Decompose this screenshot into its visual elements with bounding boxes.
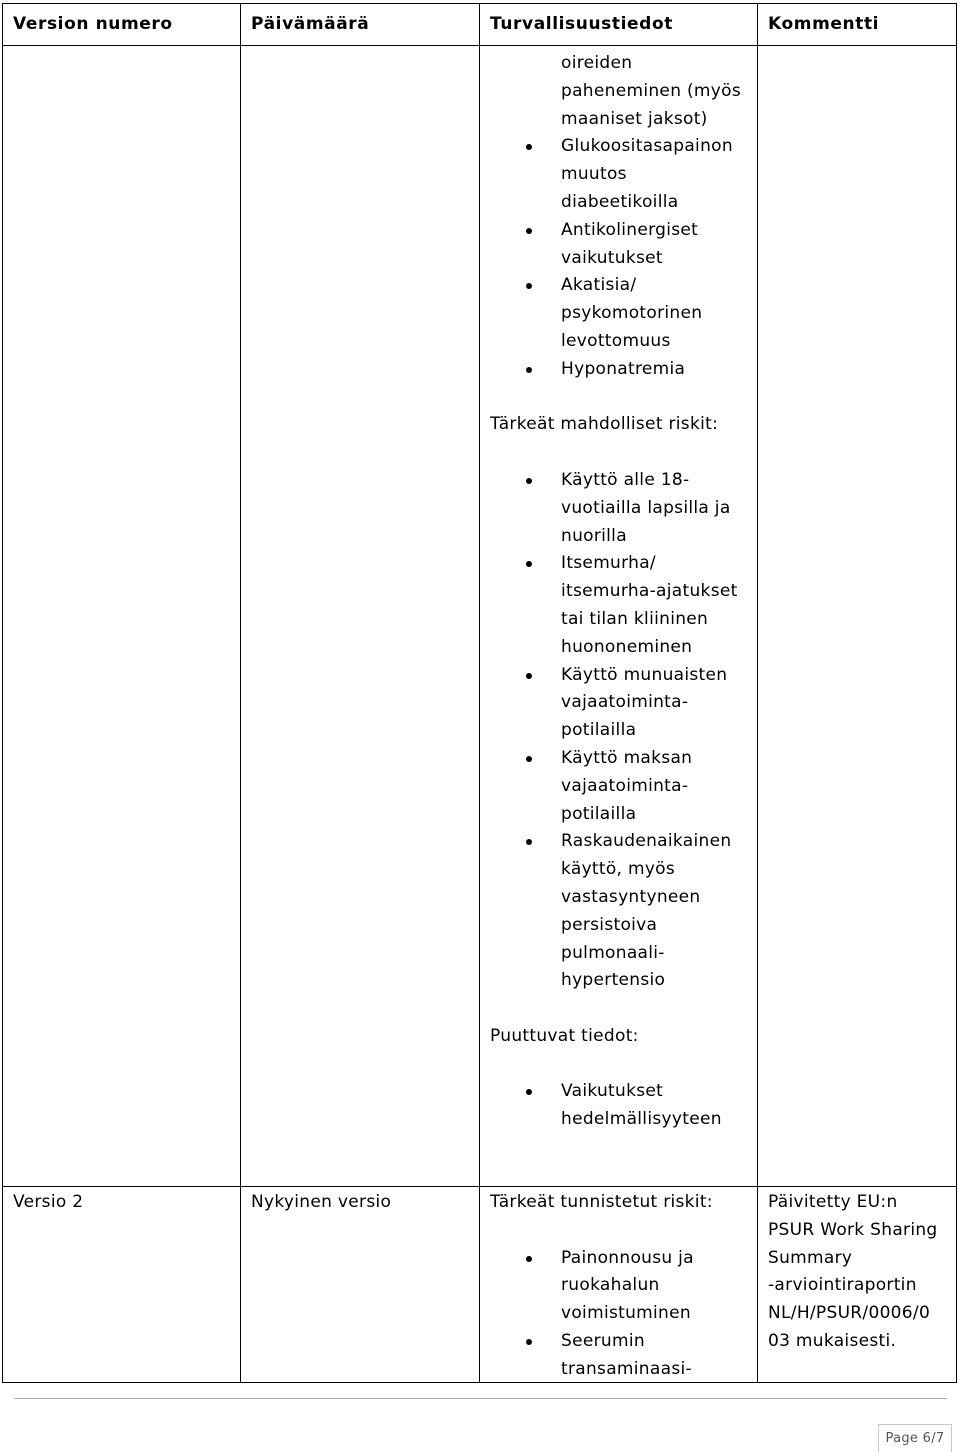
col-border-right xyxy=(956,3,957,1383)
list-item: Painonnousu ja ruokahalun voimistuminen xyxy=(490,1245,713,1328)
row2-safety-cell xyxy=(490,1189,713,1384)
list-item: Käyttö alle 18- vuotiailla lapsilla ja nuorilla xyxy=(490,467,741,550)
comment-line: -arviointiraportin xyxy=(768,1275,917,1296)
col-divider-1 xyxy=(240,3,241,1383)
list-item: Itsemurha/ itsemurha-ajatukset tai tilan kliininen huononeminen xyxy=(490,550,741,661)
page-number: Page 6/7 xyxy=(878,1424,952,1452)
list-item: Käyttö maksan vajaatoiminta- potilailla xyxy=(490,745,741,828)
header-comment: Kommentti xyxy=(768,14,880,34)
header-version-number: Version numero xyxy=(13,14,173,34)
col-border-left xyxy=(2,3,3,1383)
col-divider-3 xyxy=(757,3,758,1383)
footer-divider xyxy=(14,1398,947,1399)
row1-safety-cell xyxy=(490,50,741,1134)
row2-version: Versio 2 xyxy=(13,1192,84,1212)
list-item: Glukoositasapainon muutos diabeetikoilla xyxy=(490,133,741,216)
comment-line: Summary xyxy=(768,1247,853,1268)
row2-comment-cell xyxy=(768,1189,938,1356)
col-divider-2 xyxy=(479,3,480,1383)
row2-date: Nykyinen versio xyxy=(251,1192,392,1212)
continued-text-line: maaniset jaksot) xyxy=(561,108,708,129)
missing-info-heading: Puuttuvat tiedot: xyxy=(490,1025,639,1046)
potential-risks-heading: Tärkeät mahdolliset riskit: xyxy=(490,414,719,435)
comment-line: Päivitetty EU:n xyxy=(768,1192,898,1212)
list-item: Raskaudenaikainen käyttö, myös vastasyntyneen persistoiva pulmonaali- hypertensio xyxy=(490,828,741,995)
continued-text-line: paheneminen (myös xyxy=(561,80,741,101)
comment-line: PSUR Work Sharing xyxy=(768,1219,938,1240)
list-item: Vaikutukset hedelmällisyyteen xyxy=(490,1078,741,1134)
comment-line: 03 mukaisesti. xyxy=(768,1330,897,1351)
list-item: Hyponatremia xyxy=(490,356,741,384)
identified-risks-heading: Tärkeät tunnistetut riskit: xyxy=(490,1192,713,1212)
safety-table xyxy=(2,3,957,1383)
comment-line: NL/H/PSUR/0006/0 xyxy=(768,1303,931,1324)
header-safety-info: Turvallisuustiedot xyxy=(490,14,673,34)
header-date: Päivämäärä xyxy=(251,14,370,34)
continued-text-line: oireiden xyxy=(561,53,633,73)
list-item: Akatisia/ psykomotorinen levottomuus xyxy=(490,272,741,355)
list-item: Antikolinergiset vaikutukset xyxy=(490,217,741,273)
list-item: Seerumin transaminaasi- xyxy=(490,1328,713,1384)
list-item: Käyttö munuaisten vajaatoiminta- potilailla xyxy=(490,662,741,745)
